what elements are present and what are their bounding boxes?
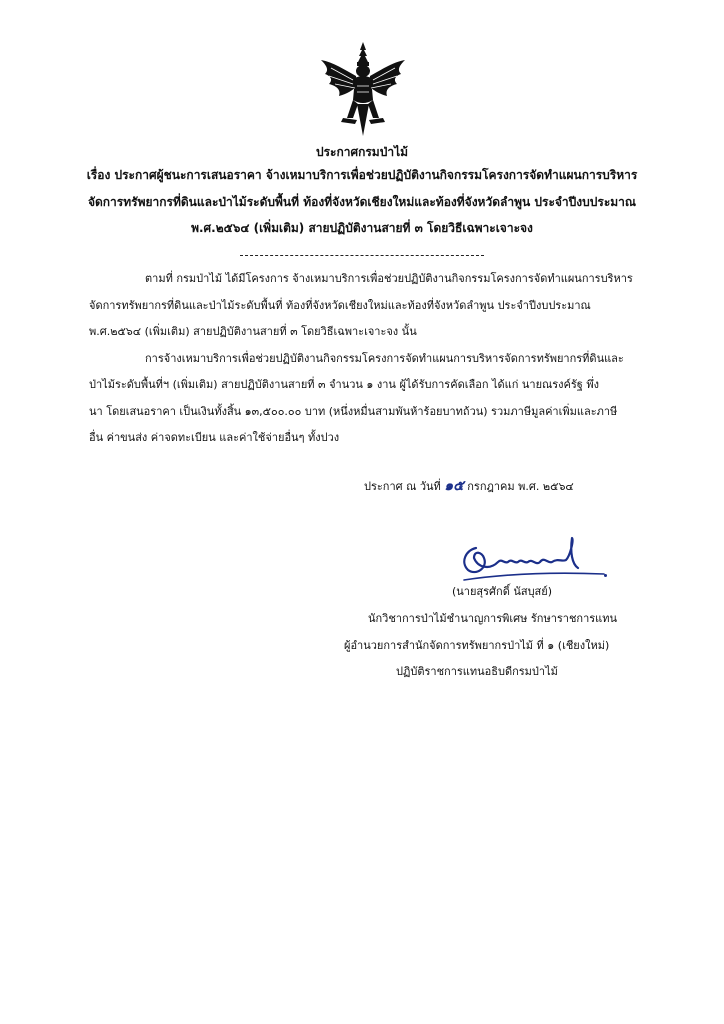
- signature-dot: [604, 574, 607, 577]
- paragraph2-line-4: อื่น ค่าขนส่ง ค่าจดทะเบียน และค่าใช้จ่ายอื่นๆ ทั้งปวง: [89, 431, 340, 444]
- handwritten-signature: [454, 528, 624, 590]
- subject-line-1: เรื่อง ประกาศผู้ชนะการเสนอราคา จ้างเหมาบริการเพื่อช่วยปฏิบัติงานกิจกรรมโครงการจัดทำแผนการบริหาร: [86, 168, 638, 182]
- announce-prefix: ประกาศ ณ วันที่: [364, 480, 441, 493]
- signatory-position-2: ผู้อำนวยการสำนักจัดการทรัพยากรป่าไม้ ที่ ๑ (เชียงใหม่): [344, 639, 610, 652]
- garuda-emblem-icon: [317, 40, 409, 140]
- dashed-divider: [240, 255, 484, 256]
- paragraph1-line-2: จัดการทรัพยากรที่ดินและป่าไม้ระดับพื้นที่ ท้องที่จังหวัดเชียงใหม่และท้องที่จังหวัดลำพูน ประจำปีงบประมาณ: [89, 299, 591, 312]
- paragraph2-line-1: การจ้างเหมาบริการเพื่อช่วยปฏิบัติงานกิจกรรมโครงการจัดทำแผนการบริหารจัดการทรัพยากรที่ดินและ: [145, 352, 624, 365]
- announce-day: ๑๕: [444, 478, 464, 494]
- announce-date: [364, 475, 574, 497]
- signatory-position-1: นักวิชาการป่าไม้ชำนาญการพิเศษ รักษาราชการแทน: [368, 612, 618, 625]
- paragraph1-line-3: พ.ศ.๒๕๖๔ (เพิ่มเติม) สายปฏิบัติงานสายที่ ๓ โดยวิธีเฉพาะเจาะจง นั้น: [89, 325, 417, 338]
- subject-line-2: จัดการทรัพยากรที่ดินและป่าไม้ระดับพื้นที่ ท้องที่จังหวัดเชียงใหม่และท้องที่จังหวัดลำพูน ประจำปีงบประมาณ: [87, 195, 637, 209]
- paragraph2-line-3: นา โดยเสนอราคา เป็นเงินทั้งสิ้น ๑๓,๕๐๐.๐๐ บาท (หนึ่งหมื่นสามพันห้าร้อยบาทถ้วน) รวมภาษีมูลค่าเพิ่มและภาษี: [89, 405, 618, 418]
- signatory-position-3: ปฏิบัติราชการแทนอธิบดีกรมป่าไม้: [396, 665, 558, 678]
- subject-line-3: พ.ศ.๒๕๖๔ (เพิ่มเติม) สายปฏิบัติงานสายที่ ๓ โดยวิธีเฉพาะเจาะจง: [191, 221, 533, 235]
- signatory-name: (นายสุรศักดิ์ นัสบุสย์): [452, 585, 553, 598]
- announce-month-year: กรกฎาคม พ.ศ. ๒๕๖๔: [467, 480, 574, 493]
- paragraph2-line-2: ป่าไม้ระดับพื้นที่ฯ (เพิ่มเติม) สายปฏิบัติงานสายที่ ๓ จำนวน ๑ งาน ผู้ได้รับการคัดเลือก ได้แก่ นายณรงค์รัฐ พึ่ง: [89, 378, 599, 391]
- paragraph1-line-1: ตามที่ กรมป่าไม้ ได้มีโครงการ จ้างเหมาบริการเพื่อช่วยปฏิบัติงานกิจกรรมโครงการจัดทำแผนการบริหาร: [145, 272, 633, 285]
- department-title: ประกาศกรมป่าไม้: [315, 145, 409, 159]
